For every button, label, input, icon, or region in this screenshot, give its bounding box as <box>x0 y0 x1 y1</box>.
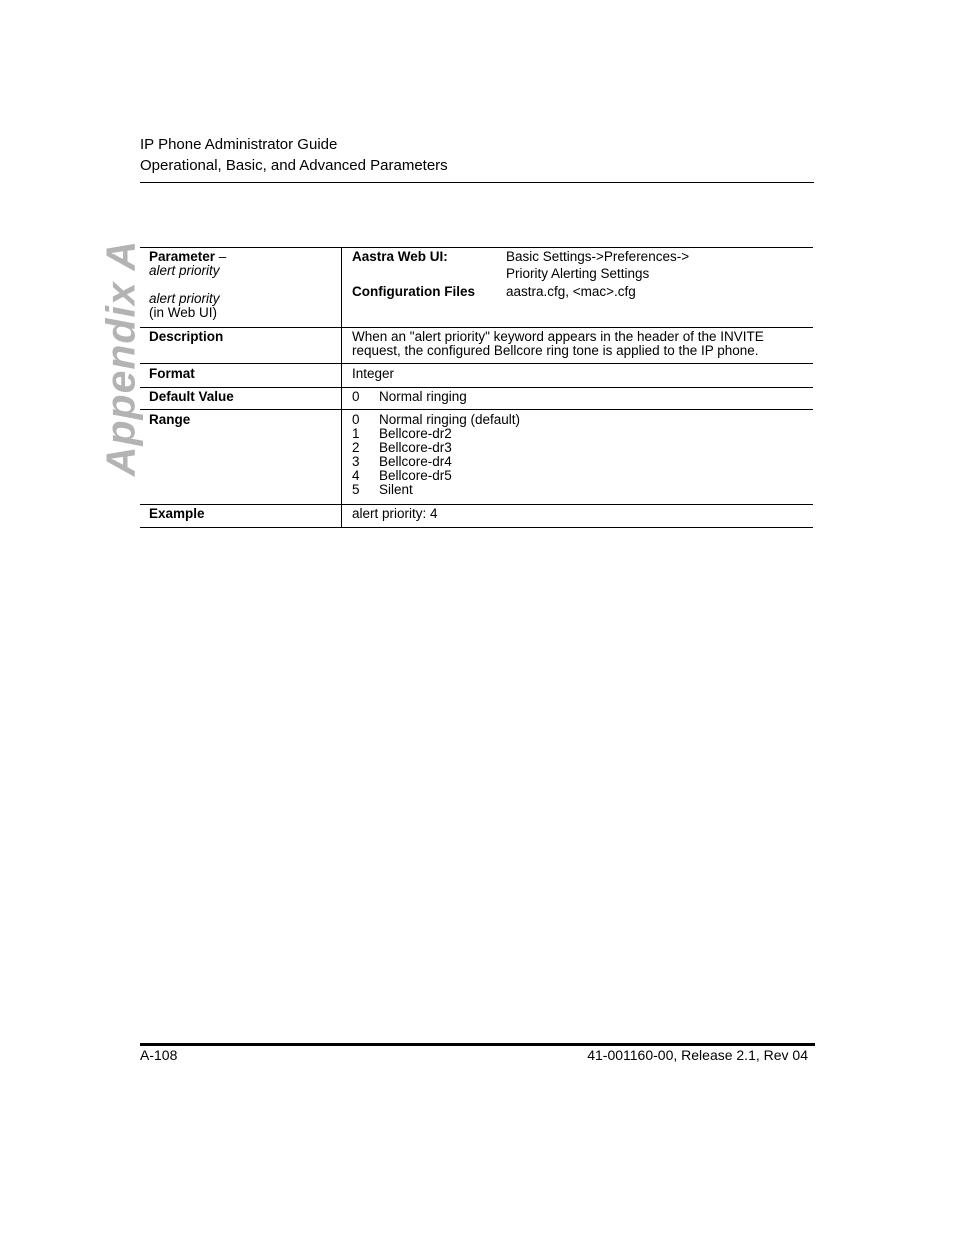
range-values <box>342 410 814 505</box>
appendix-side-tab <box>97 239 144 477</box>
range-item-number: 4 <box>352 468 360 483</box>
aastra-web-ui-path-line2: Priority Alerting Settings <box>506 266 650 281</box>
page-number: A-108 <box>140 1047 178 1063</box>
parameter-table <box>140 247 813 528</box>
config-files-value: aastra.cfg, <mac>.cfg <box>506 284 636 299</box>
table-row-parameter <box>140 248 813 328</box>
list-item <box>352 441 805 455</box>
range-item-text: Bellcore-dr4 <box>379 454 452 469</box>
header-title: IP Phone Administrator Guide <box>140 136 338 153</box>
table-row-format <box>140 364 813 388</box>
header-subtitle: Operational, Basic, and Advanced Parameters <box>140 157 448 174</box>
default-value-cell <box>342 388 814 410</box>
range-item-number: 1 <box>352 426 360 441</box>
range-label: Range <box>140 410 342 505</box>
appendix-side-tab-label: Appendix A <box>97 239 144 477</box>
range-item-number: 3 <box>352 454 360 469</box>
default-value-text: Normal ringing <box>379 389 467 404</box>
range-item-text: Bellcore-dr3 <box>379 440 452 455</box>
list-item <box>352 413 805 427</box>
range-item-number: 5 <box>352 482 360 497</box>
default-value-label: Default Value <box>140 388 342 410</box>
range-item-number: 0 <box>352 412 360 427</box>
parameter-webui-note: (in Web UI) <box>149 305 218 320</box>
parameter-webui-name: alert priority <box>149 291 220 306</box>
description-line1: When an "alert priority" keyword appears in the header of the INVITE <box>352 329 764 344</box>
table-row-range <box>140 410 813 505</box>
aastra-web-ui-path <box>506 250 805 281</box>
footer-divider <box>140 1043 815 1046</box>
list-item <box>352 455 805 469</box>
range-item-text: Bellcore-dr2 <box>379 426 452 441</box>
description-label: Description <box>140 328 342 364</box>
range-item-text: Normal ringing (default) <box>379 412 521 427</box>
parameter-dash: – <box>215 249 227 264</box>
document-id: 41-001160-00, Release 2.1, Rev 04 <box>587 1047 808 1063</box>
range-item-text: Silent <box>379 482 413 497</box>
default-value-number: 0 <box>352 389 360 404</box>
example-value: alert priority: 4 <box>342 505 814 528</box>
range-item-number: 2 <box>352 440 360 455</box>
aastra-web-ui-path-line1: Basic Settings->Preferences-> <box>506 249 690 264</box>
parameter-label-cell <box>140 248 342 328</box>
list-item <box>352 427 805 441</box>
format-label: Format <box>140 364 342 388</box>
parameter-config-name: alert priority <box>149 263 220 278</box>
list-item <box>352 469 805 483</box>
parameter-location-cell <box>342 248 814 328</box>
table-row-description <box>140 328 813 364</box>
parameter-label: Parameter <box>149 249 216 264</box>
range-item-text: Bellcore-dr5 <box>379 468 452 483</box>
list-item <box>352 483 805 497</box>
header-divider <box>140 182 814 183</box>
aastra-web-ui-label: Aastra Web UI: <box>352 249 448 264</box>
example-label: Example <box>140 505 342 528</box>
table-row-example <box>140 505 813 528</box>
description-line2: request, the configured Bellcore ring tone is applied to the IP phone. <box>352 343 759 358</box>
table-row-default-value <box>140 388 813 410</box>
config-files-label: Configuration Files <box>352 284 475 299</box>
format-value: Integer <box>342 364 814 388</box>
description-value <box>342 328 814 364</box>
